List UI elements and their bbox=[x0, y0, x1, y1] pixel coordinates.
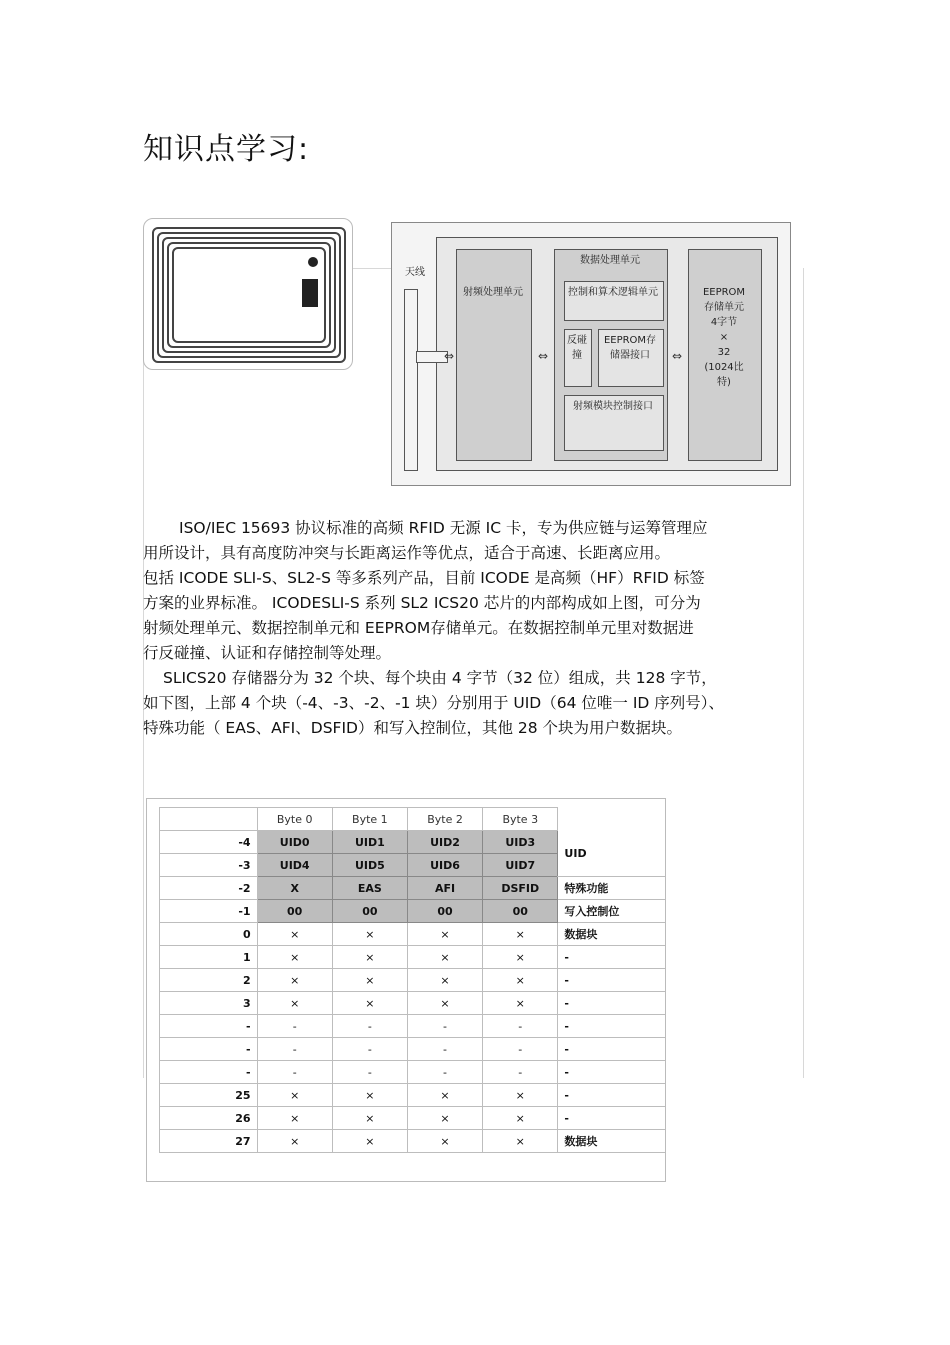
table-row bbox=[160, 1107, 666, 1130]
text-line: 如下图，上部 4 个块（-4、-3、-2、-1 块）分别用于 UID（64 位唯一 ID 序列号）、 bbox=[143, 694, 725, 712]
text-line: 方案的业界标准。 ICODESLI-S 系列 SL2 ICS20 芯片的内部构成如上图，可分为 bbox=[143, 594, 701, 612]
byte-cell: × bbox=[407, 923, 482, 946]
table-row bbox=[160, 1084, 666, 1107]
double-arrow-icon: ⇔ bbox=[538, 349, 549, 363]
row-note: 写入控制位 bbox=[558, 900, 665, 923]
byte-cell: × bbox=[483, 969, 558, 992]
block-index: 2 bbox=[160, 969, 258, 992]
byte-cell: × bbox=[332, 992, 407, 1015]
byte-cell: UID5 bbox=[332, 854, 407, 877]
rf-control-interface-label: 射频模块控制接口 bbox=[573, 401, 653, 412]
text-line: ISO/IEC 15693 协议标准的高频 RFID 无源 IC 卡，专为供应链与运筹管理应 bbox=[179, 519, 708, 537]
row-note: - bbox=[558, 946, 665, 969]
col-header: Byte 2 bbox=[407, 808, 482, 831]
uid-note: UID bbox=[558, 831, 665, 877]
byte-cell: - bbox=[332, 1038, 407, 1061]
byte-cell: - bbox=[407, 1038, 482, 1061]
page-heading: 知识点学习: bbox=[143, 132, 310, 167]
byte-cell: DSFID bbox=[483, 877, 558, 900]
byte-cell: × bbox=[407, 992, 482, 1015]
double-arrow-icon: ⇔ bbox=[444, 349, 455, 363]
row-note: 特殊功能 bbox=[558, 877, 665, 900]
byte-cell: 00 bbox=[407, 900, 482, 923]
row-note: - bbox=[558, 1038, 665, 1061]
text-line: 射频处理单元、数据控制单元和 EEPROM存储单元。在数据控制单元里对数据进 bbox=[143, 619, 694, 637]
byte-cell: 00 bbox=[332, 900, 407, 923]
memory-map-table bbox=[159, 807, 665, 1153]
block-index: 27 bbox=[160, 1130, 258, 1153]
byte-cell: × bbox=[332, 969, 407, 992]
byte-cell: × bbox=[483, 946, 558, 969]
block-index: 3 bbox=[160, 992, 258, 1015]
byte-cell: X bbox=[257, 877, 332, 900]
table-row bbox=[160, 1015, 666, 1038]
col-header: Byte 1 bbox=[332, 808, 407, 831]
byte-cell: × bbox=[483, 1107, 558, 1130]
byte-cell: × bbox=[257, 992, 332, 1015]
row-note: - bbox=[558, 1084, 665, 1107]
byte-cell: UID0 bbox=[257, 831, 332, 854]
block-index: 26 bbox=[160, 1107, 258, 1130]
rf-processing-unit bbox=[456, 249, 532, 461]
table-row bbox=[160, 831, 666, 854]
block-index: -3 bbox=[160, 854, 258, 877]
byte-cell: 00 bbox=[483, 900, 558, 923]
byte-cell: × bbox=[332, 946, 407, 969]
byte-cell: × bbox=[483, 992, 558, 1015]
table-row bbox=[160, 1130, 666, 1153]
byte-cell: × bbox=[407, 1107, 482, 1130]
byte-cell: × bbox=[257, 923, 332, 946]
col-header: Byte 3 bbox=[483, 808, 558, 831]
table-header-row bbox=[160, 808, 666, 831]
byte-cell: UID1 bbox=[332, 831, 407, 854]
table-row bbox=[160, 923, 666, 946]
memory-map-table-image bbox=[146, 798, 666, 1182]
frame-line-top bbox=[351, 268, 391, 269]
byte-cell: UID4 bbox=[257, 854, 332, 877]
byte-cell: - bbox=[407, 1015, 482, 1038]
text-line: SLICS20 存储器分为 32 个块、每个块由 4 字节（32 位）组成，共 128 字节， bbox=[163, 669, 717, 687]
table-row bbox=[160, 1038, 666, 1061]
block-index: 1 bbox=[160, 946, 258, 969]
byte-cell: EAS bbox=[332, 877, 407, 900]
rfid-card-image bbox=[143, 218, 353, 370]
block-index: - bbox=[160, 1038, 258, 1061]
byte-cell: × bbox=[407, 1084, 482, 1107]
double-arrow-icon: ⇔ bbox=[672, 349, 683, 363]
rf-processing-unit-label: 射频处理单元 bbox=[463, 287, 523, 298]
row-note: - bbox=[558, 992, 665, 1015]
byte-cell: × bbox=[332, 1130, 407, 1153]
row-note: - bbox=[558, 969, 665, 992]
row-note: - bbox=[558, 1015, 665, 1038]
byte-cell: - bbox=[483, 1061, 558, 1084]
table-row bbox=[160, 900, 666, 923]
byte-cell: × bbox=[407, 946, 482, 969]
text-line: 包括 ICODE SLI-S、SL2-S 等多系列产品，目前 ICODE 是高频（HF）RFID 标签 bbox=[143, 569, 705, 587]
block-index: -2 bbox=[160, 877, 258, 900]
byte-cell: × bbox=[407, 969, 482, 992]
table-row bbox=[160, 969, 666, 992]
byte-cell: × bbox=[407, 1130, 482, 1153]
row-note: - bbox=[558, 1061, 665, 1084]
eeprom-interface-label: EEPROM存储器接口 bbox=[603, 335, 657, 361]
byte-cell: UID6 bbox=[407, 854, 482, 877]
row-note: 数据块 bbox=[558, 1130, 665, 1153]
table-row bbox=[160, 992, 666, 1015]
chip-block-diagram bbox=[391, 222, 791, 486]
byte-cell: UID2 bbox=[407, 831, 482, 854]
table-row bbox=[160, 877, 666, 900]
block-index: 0 bbox=[160, 923, 258, 946]
byte-cell: AFI bbox=[407, 877, 482, 900]
byte-cell: UID7 bbox=[483, 854, 558, 877]
byte-cell: - bbox=[332, 1061, 407, 1084]
anticollision-label: 反碰撞 bbox=[567, 335, 587, 361]
antenna-symbol bbox=[404, 289, 418, 471]
byte-cell: × bbox=[332, 1107, 407, 1130]
data-processing-unit-label: 数据处理单元 bbox=[580, 255, 640, 266]
byte-cell: × bbox=[332, 923, 407, 946]
table-row bbox=[160, 1061, 666, 1084]
col-header: Byte 0 bbox=[257, 808, 332, 831]
text-line: 特殊功能（ EAS、AFI、DSFID）和写入控制位，其他 28 个块为用户数据块。 bbox=[143, 719, 683, 737]
table-row bbox=[160, 946, 666, 969]
byte-cell: × bbox=[483, 1130, 558, 1153]
byte-cell: × bbox=[257, 969, 332, 992]
byte-cell: - bbox=[332, 1015, 407, 1038]
text-line: 行反碰撞、认证和存储控制等处理。 bbox=[143, 644, 392, 662]
byte-cell: × bbox=[257, 1084, 332, 1107]
byte-cell: 00 bbox=[257, 900, 332, 923]
block-index: -4 bbox=[160, 831, 258, 854]
block-index: - bbox=[160, 1061, 258, 1084]
byte-cell: × bbox=[332, 1084, 407, 1107]
byte-cell: - bbox=[257, 1038, 332, 1061]
block-index: -1 bbox=[160, 900, 258, 923]
byte-cell: × bbox=[257, 1130, 332, 1153]
byte-cell: - bbox=[257, 1061, 332, 1084]
byte-cell: × bbox=[483, 923, 558, 946]
byte-cell: × bbox=[257, 946, 332, 969]
block-index: - bbox=[160, 1015, 258, 1038]
intro-paragraph bbox=[143, 516, 808, 741]
antenna-label: 天线 bbox=[405, 267, 425, 278]
text-line: 用所设计，具有高度防冲突与长距离运作等优点，适合于高速、长距离应用。 bbox=[143, 544, 671, 562]
eeprom-storage-label: EEPROM 存储单元 4字节 × 32 (1024比 特) bbox=[702, 287, 746, 388]
byte-cell: - bbox=[483, 1015, 558, 1038]
byte-cell: × bbox=[483, 1084, 558, 1107]
control-logic-label: 控制和算术逻辑单元 bbox=[568, 287, 658, 298]
block-index: 25 bbox=[160, 1084, 258, 1107]
byte-cell: - bbox=[257, 1015, 332, 1038]
byte-cell: - bbox=[407, 1061, 482, 1084]
byte-cell: × bbox=[257, 1107, 332, 1130]
byte-cell: UID3 bbox=[483, 831, 558, 854]
row-note: 数据块 bbox=[558, 923, 665, 946]
byte-cell: - bbox=[483, 1038, 558, 1061]
row-note: - bbox=[558, 1107, 665, 1130]
